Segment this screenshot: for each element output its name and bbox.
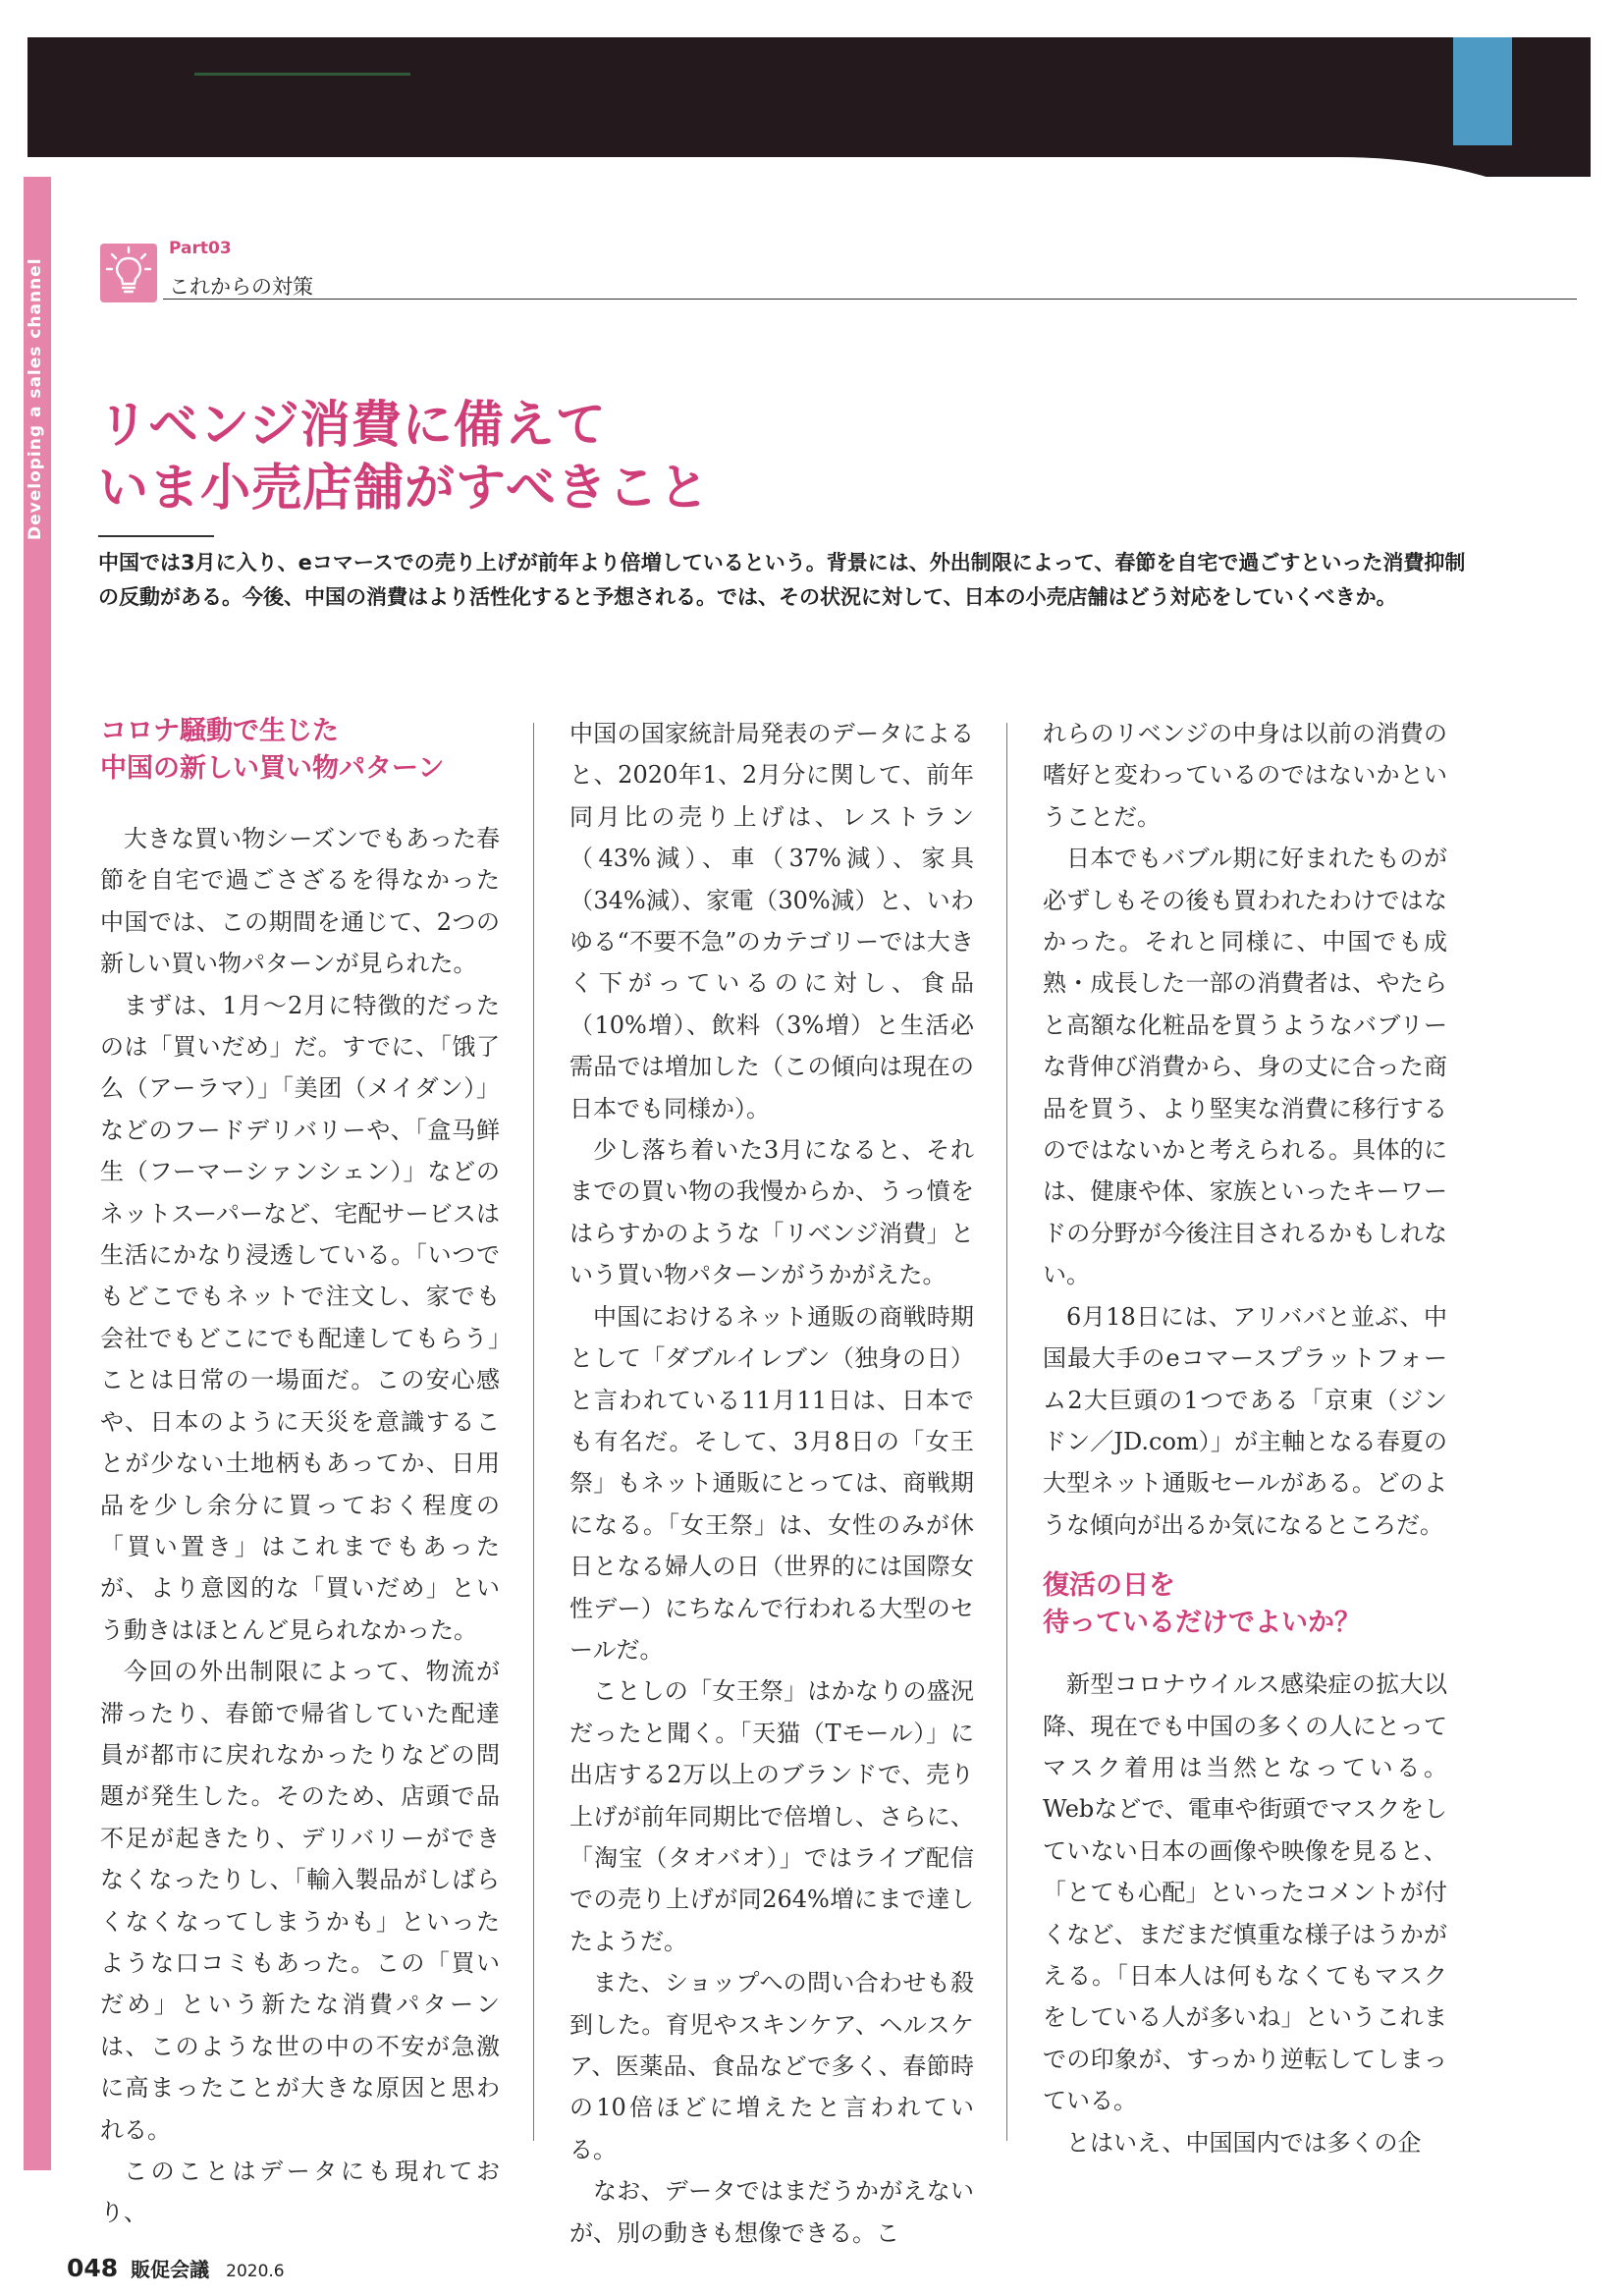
header-rule bbox=[163, 299, 1577, 300]
page-number: 048 bbox=[67, 2254, 119, 2282]
page-footer bbox=[67, 2254, 285, 2282]
page-title-line2: いま小売店舗がすべきこと bbox=[98, 460, 710, 518]
article-column-3 bbox=[1043, 713, 1447, 2163]
body-paragraph: 大きな買い物シーズンでもあった春節を自宅で過ごさざるを得なかった中国では、この期間を通じて、2つの新しい買い物パターンが見られた。 bbox=[100, 825, 500, 978]
body-paragraph: 日本でもバブル期に好まれたものが必ずしもその後も買われたわけではなかった。それと同様に、中国でも成熟・成長した一部の消費者は、やたらと高額な化粧品を買うようなバブリーな背伸び消費から、身の丈に合った商品を買う、より堅実な消費に移行するのではないかと考えられる。具体的には、健康や体、家族といったキーワードの分野が今後注目されるかもしれない。 bbox=[1043, 845, 1447, 1289]
header-green-line bbox=[194, 73, 410, 76]
body-paragraph: 中国におけるネット通販の商戦時期として「ダブルイレブン（独身の日）と言われている11月11日は、日本でも有名だ。そして、3月8日の「女王祭」もネット通販にとっては、商戦期になる。「女王祭」は、女性のみが休日となる婦人の日（世界的には国際女性デー）にちなんで行われる大型のセールだ。 bbox=[569, 1302, 974, 1664]
body-paragraph: 少し落ち着いた3月になると、それまでの買い物の我慢からか、うっ憤をはらすかのような「リベンジ消費」という買い物パターンがうかがえた。 bbox=[569, 1136, 974, 1289]
page-title bbox=[98, 395, 710, 520]
body-paragraph: このことはデータにも現れており、 bbox=[100, 2158, 500, 2227]
page-title-line1: リベンジ消費に備えて bbox=[98, 397, 607, 455]
magazine-name: 販促会議 bbox=[131, 2258, 210, 2281]
body-paragraph: また、ショップへの問い合わせも殺到した。育児やスキンケア、ヘルスケア、医薬品、食品などで多く、春節時の10倍ほどに増えたと言われている。 bbox=[569, 1969, 974, 2163]
section-heading-2: 復活の日を 待っているだけでよいか？ bbox=[1043, 1570, 1361, 1639]
section-heading-1: コロナ騒動で生じた 中国の新しい買い物パターン bbox=[100, 716, 445, 784]
article-column-1 bbox=[100, 713, 500, 2234]
header-cyan-tab bbox=[1453, 37, 1512, 145]
body-paragraph: 今回の外出制限によって、物流が滞ったり、春節で帰省していた配達員が都市に戻れなかったりなどの問題が発生した。そのため、店頭で品不足が起きたり、デリバリーができなくなったりし、「輸入製品がしばらくなくなってしまうかも」といったような口コミもあった。この「買いだめ」という新たな消費パターンは、このような世の中の不安が急激に高まったことが大きな原因と思われる。 bbox=[100, 1658, 500, 2144]
body-paragraph: まずは、1月～2月に特徴的だったのは「買いだめ」だ。すでに、「饿了么（アーラマ）」「美团（メイダン）」などのフードデリバリーや、「盒马鲜生（フーマーシァンシェン）」などのネットスーパーなど、宅配サービスは生活にかなり浸透している。「いつでもどこでもネットで注文し、家でも会社でもどこにでも配達してもらう」ことは日常の一場面だ。この安心感や、日本のように天災を意識することが少ない土地柄もあってか、日用品を少し余分に買っておく程度の「買い置き」はこれまでもあったが、より意図的な「買いだめ」という動きはほとんど見られなかった。 bbox=[100, 991, 500, 1644]
section-vertical-label: Developing a sales channel bbox=[26, 257, 45, 540]
column-divider bbox=[1006, 723, 1007, 2141]
lightbulb-icon bbox=[100, 244, 157, 302]
body-paragraph: 6月18日には、アリババと並ぶ、中国最大手のeコマースプラットフォーム2大巨頭の1つである「京東（ジンドン／JD.com）」が主軸となる春夏の大型ネット通販セールがある。どのような傾向が出るか気になるところだ。 bbox=[1043, 1302, 1447, 1539]
body-paragraph: なお、データではまだうかがえないが、別の動きも想像できる。こ bbox=[569, 2177, 974, 2247]
part-label: Part03 bbox=[169, 239, 232, 258]
body-paragraph: とはいえ、中国国内では多くの企 bbox=[1066, 2128, 1422, 2157]
title-rule bbox=[98, 535, 214, 537]
header-photo-band bbox=[27, 37, 1591, 177]
lead-paragraph: 中国では3月に入り、eコマースでの売り上げが前年より倍増しているという。背景には、外出制限によって、春節を自宅で過ごすといった消費抑制の反動がある。今後、中国の消費はより活性化すると予想される。では、その状況に対して、日本の小売店舗はどう対応をしていくべきか。 bbox=[98, 551, 1466, 609]
issue-date: 2020.6 bbox=[226, 2262, 285, 2281]
body-paragraph: ことしの「女王祭」はかなりの盛況だったと聞く。「天猫（Tモール）」に出店する2万以上のブランドで、売り上げが前年同期比で倍増し、さらに、「淘宝（タオバオ）」ではライブ配信での売り上げが同264%増にまで達したようだ。 bbox=[569, 1677, 974, 1955]
article-column-2 bbox=[569, 713, 974, 2254]
body-paragraph: れらのリベンジの中身は以前の消費の嗜好と変わっているのではないかということだ。 bbox=[1043, 720, 1447, 831]
column-divider bbox=[533, 723, 534, 2141]
body-paragraph: 新型コロナウイルス感染症の拡大以降、現在でも中国の多くの人にとってマスク着用は当然となっている。Webなどで、電車や街頭でマスクをしていない日本の画像や映像を見ると、「とても心配」といったコメントが付くなど、まだまだ慎重な様子はうかがえる。「日本人は何もなくてもマスクをしている人が多いね」というこれまでの印象が、すっかり逆転してしまっている。 bbox=[1043, 1670, 1447, 2115]
part-subtitle: これからの対策 bbox=[169, 275, 313, 299]
body-paragraph: 中国の国家統計局発表のデータによると、2020年1、2月分に関して、前年同月比の売り上げは、レストラン（43%減）、車（37%減）、家具（34%減）、家電（30%減）と、いわゆる“不要不急”のカテゴリーでは大きく下がっているのに対し、食品（10%増）、飲料（3%増）と生活必需品では増加した（この傾向は現在の日本でも同様か）。 bbox=[569, 720, 974, 1122]
